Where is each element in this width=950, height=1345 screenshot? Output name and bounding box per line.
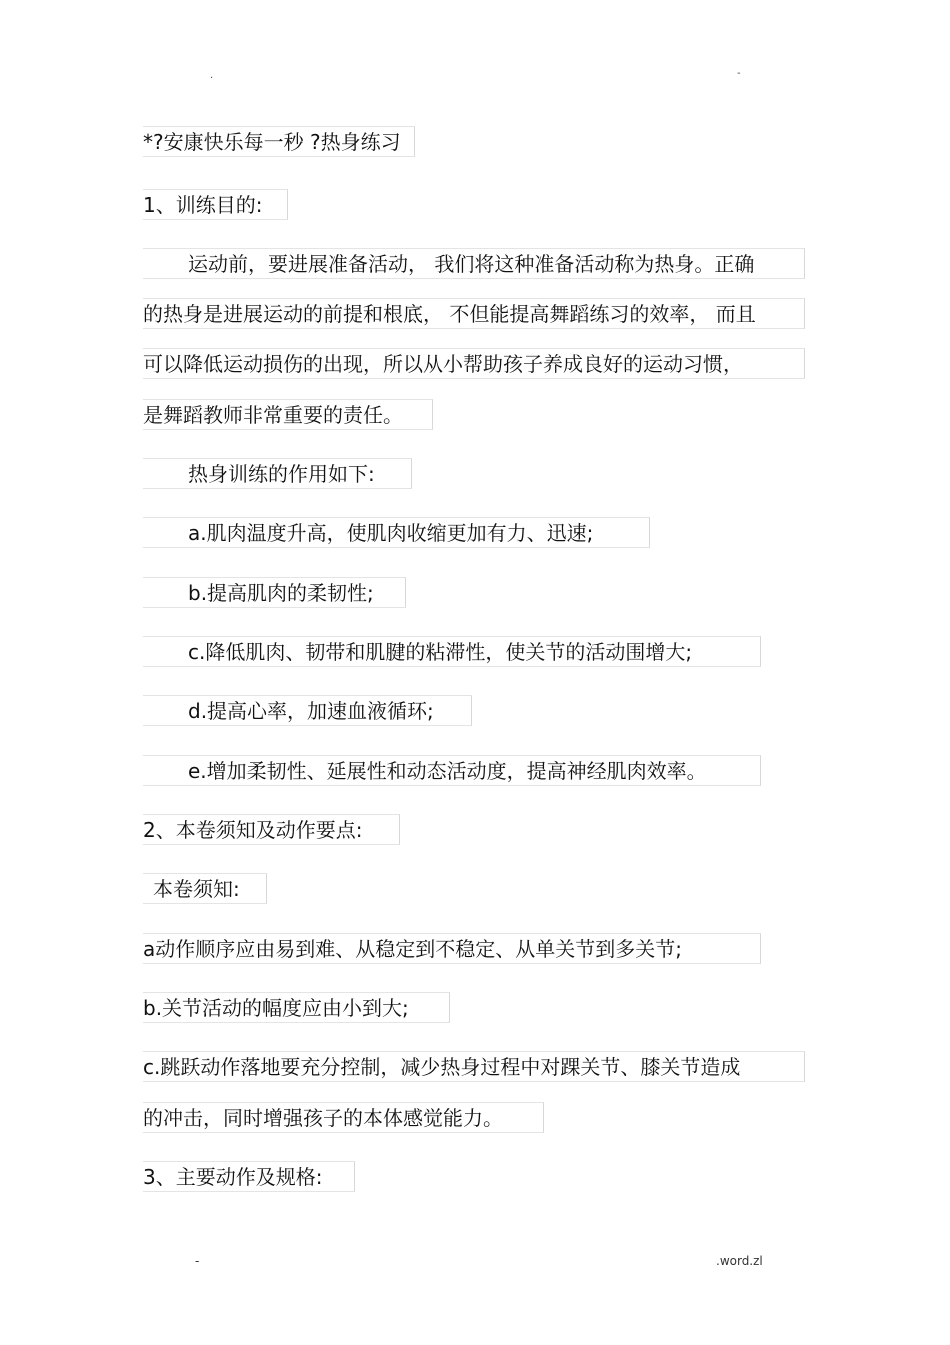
section-1-heading	[143, 189, 288, 220]
notice-item-a-text: a动作顺序应由易到难、从稳定到不稳定、从单关节到多关节;	[143, 937, 682, 961]
effect-item-d-text: d.提高心率，加速血液循环;	[188, 699, 434, 723]
document-title	[143, 126, 415, 157]
notice-label-text: 本卷须知:	[153, 877, 240, 901]
notice-label	[143, 873, 267, 904]
paragraph-line-1	[143, 248, 805, 279]
section-3-heading-text: 3、主要动作及规格:	[143, 1165, 323, 1189]
notice-item-b	[143, 992, 450, 1023]
paragraph-line-2-text: 的热身是进展运动的前提和根底， 不但能提高舞蹈练习的效率， 而且	[143, 302, 756, 326]
effect-item-c	[143, 636, 761, 667]
section-2-heading-text: 2、本卷须知及动作要点:	[143, 818, 363, 842]
paragraph-line-4	[143, 399, 433, 430]
paragraph-line-2	[143, 298, 805, 329]
effect-item-d	[143, 695, 472, 726]
paragraph-line-3-text: 可以降低运动损伤的出现，所以从小帮助孩子养成良好的运动习惯，	[143, 352, 743, 376]
paragraph-line-3	[143, 348, 805, 379]
section-1-heading-text: 1、训练目的:	[143, 193, 263, 217]
section-2-heading	[143, 814, 400, 845]
notice-item-b-text: b.关节活动的幅度应由小到大;	[143, 996, 409, 1020]
effect-item-e	[143, 755, 761, 786]
effect-item-a-text: a.肌肉温度升高，使肌肉收缩更加有力、迅速;	[188, 521, 594, 545]
footer-left-mark: -	[195, 1254, 200, 1268]
effect-item-b-text: b.提高肌肉的柔韧性;	[188, 581, 374, 605]
effect-item-a	[143, 517, 650, 548]
effect-item-c-text: c.降低肌肉、韧带和肌腱的粘滞性，使关节的活动围增大;	[188, 640, 693, 664]
notice-item-c-text: c.跳跃动作落地要充分控制，减少热身过程中对踝关节、膝关节造成	[143, 1055, 741, 1079]
effects-intro-text: 热身训练的作用如下:	[188, 462, 375, 486]
header-left-mark: .	[210, 70, 214, 81]
effect-item-e-text: e.增加柔韧性、延展性和动态活动度，提高神经肌肉效率。	[188, 759, 707, 783]
header-right-mark: -	[737, 68, 741, 79]
footer-right-text: .word.zl	[716, 1254, 763, 1268]
notice-item-c-continued-text: 的冲击，同时增强孩子的本体感觉能力。	[143, 1106, 503, 1130]
notice-item-c	[143, 1051, 805, 1082]
notice-item-c-continued	[143, 1102, 544, 1133]
document-title-text: *?安康快乐每一秒 ?热身练习	[143, 130, 401, 154]
notice-item-a	[143, 933, 761, 964]
section-3-heading	[143, 1161, 355, 1192]
paragraph-line-1-text: 运动前，要进展准备活动， 我们将这种准备活动称为热身。正确	[188, 252, 755, 276]
effects-intro	[143, 458, 412, 489]
paragraph-line-4-text: 是舞蹈教师非常重要的责任。	[143, 403, 403, 427]
effect-item-b	[143, 577, 406, 608]
